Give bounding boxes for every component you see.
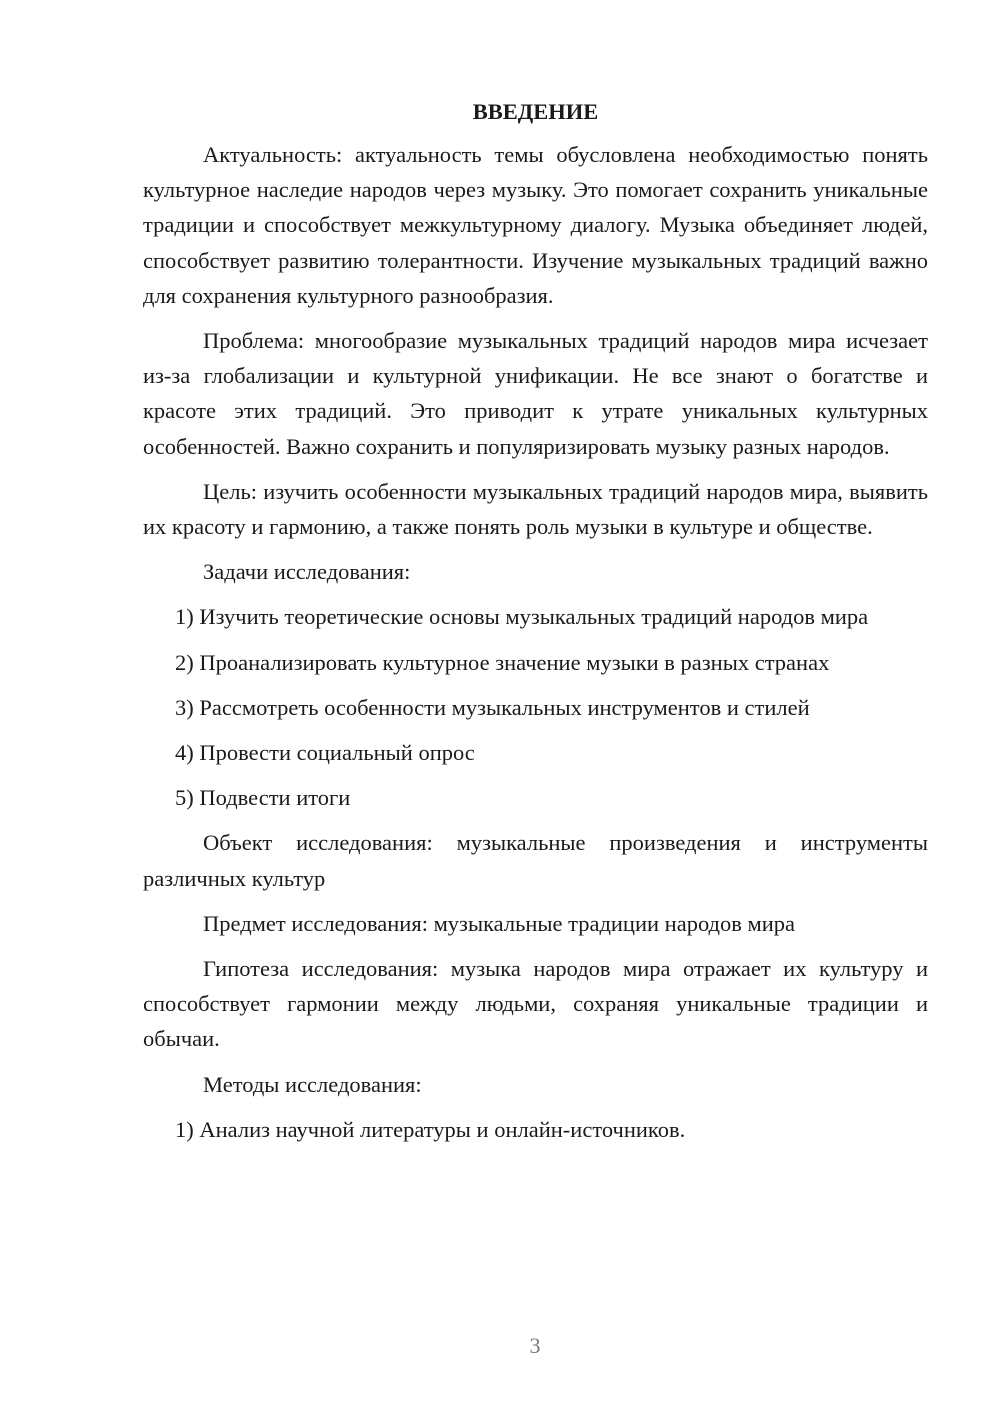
task-item-2: 2) Проанализировать культурное значение музыки в разных странах — [175, 649, 830, 675]
task-item-1: 1) Изучить теоретические основы музыкальных традиций народов мира — [175, 604, 869, 630]
document-page — [143, 94, 928, 1157]
page-number: 3 — [529, 1333, 541, 1358]
paragraph-subject: Предмет исследования: музыкальные традиции народов мира — [203, 910, 796, 936]
paragraph-object: Объект исследования: музыкальные произведения и инструменты различных культур — [143, 830, 928, 891]
paragraph-relevance: Актуальность: актуальность темы обусловлена необходимостью понять культурное наследие народов через музыку. Это помогает сохранить уникальные традиции и способствует межкультурному диалогу. Музыка объединяет людей, способствует развитию толерантности. Изучение музыкальных традиций важно для сохранения культурного разнообразия. — [143, 142, 928, 308]
tasks-heading: Задачи исследования: — [203, 559, 411, 585]
paragraph-problem: Проблема: многообразие музыкальных традиций народов мира исчезает из-за глобализации и культурной унификации. Не все знают о богатстве и красоте этих традиций. Это приводит к утрате уникальных культурных особенностей. Важно сохранить и популяризировать музыку разных народов. — [143, 328, 928, 459]
paragraph-hypothesis: Гипотеза исследования: музыка народов мира отражает их культуру и способствует гармонии между людьми, сохраняя уникальные традиции и обычаи. — [143, 956, 928, 1052]
paragraph-goal: Цель: изучить особенности музыкальных традиций народов мира, выявить их красоту и гармонию, а также понять роль музыки в культуре и обществе. — [143, 478, 928, 540]
method-item-1: 1) Анализ научной литературы и онлайн-источников. — [175, 1116, 686, 1142]
task-item-5: 5) Подвести итоги — [175, 785, 351, 811]
methods-heading: Методы исследования: — [203, 1071, 422, 1097]
task-item-3: 3) Рассмотреть особенности музыкальных инструментов и стилей — [175, 694, 810, 720]
section-title: ВВЕДЕНИЕ — [472, 99, 599, 124]
task-item-4: 4) Провести социальный опрос — [175, 740, 475, 766]
